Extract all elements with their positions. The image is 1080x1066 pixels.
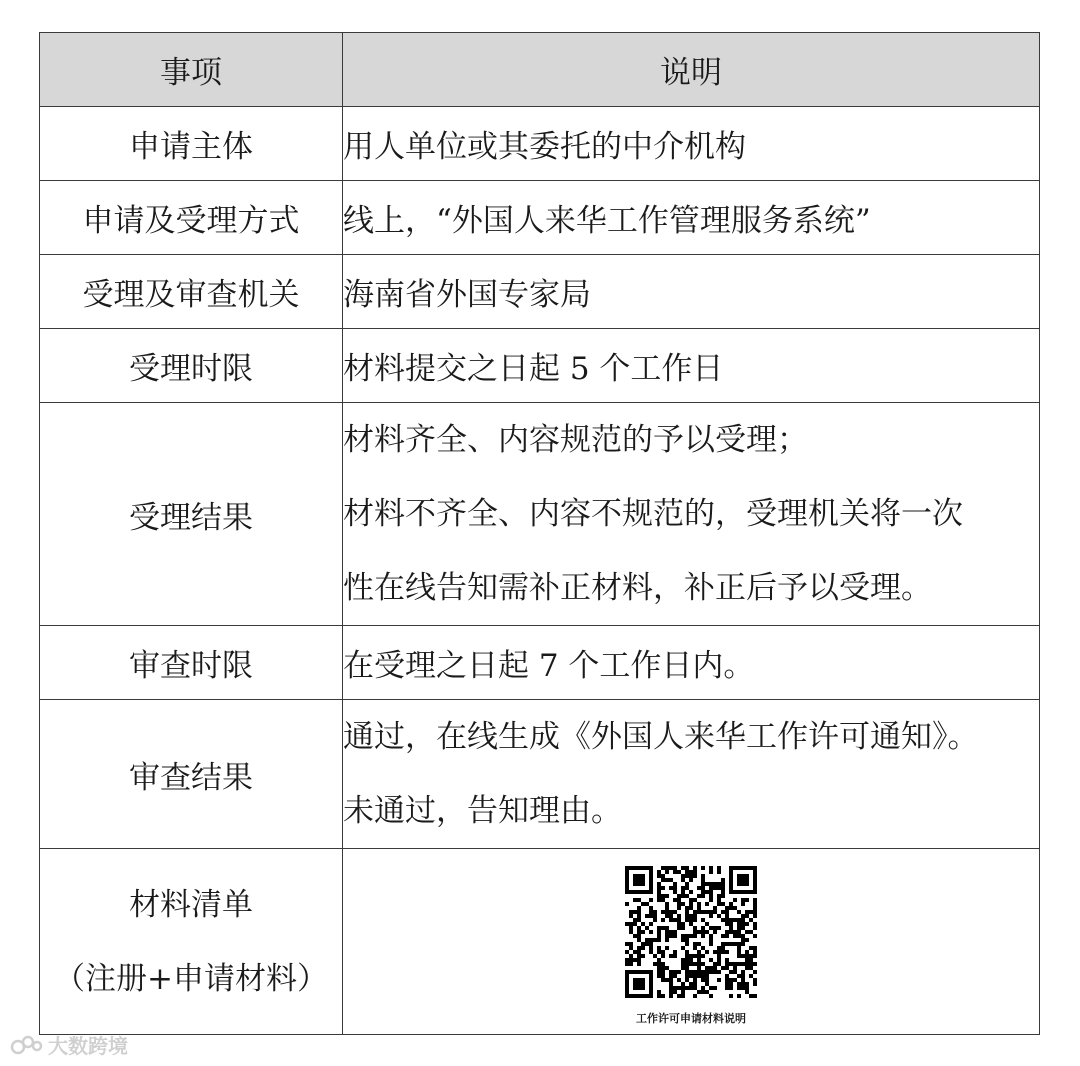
- row-item: 申请及受理方式: [40, 181, 343, 255]
- table-row: [40, 626, 1040, 700]
- item-line: 材料清单: [129, 886, 253, 923]
- row-item: 受理及审查机关: [40, 255, 343, 329]
- table-row: [40, 107, 1040, 181]
- row-desc: 线上，“外国人来华工作管理服务系统”: [343, 181, 1040, 255]
- table-row: [40, 329, 1040, 403]
- desc-line: 通过，在线生成《外国人来华工作许可通知》。: [343, 719, 979, 755]
- row-item: 审查结果: [40, 700, 343, 849]
- row-item: 申请主体: [40, 107, 343, 181]
- watermark-text: 大数跨境: [48, 1034, 128, 1058]
- row-desc: 在受理之日起 7 个工作日内。: [343, 626, 1040, 700]
- header-row: [40, 33, 1040, 107]
- table-row: [40, 181, 1040, 255]
- table-row: [40, 403, 1040, 626]
- header-desc: 说明: [343, 33, 1040, 107]
- qr-caption: 工作许可申请材料说明: [636, 1012, 746, 1025]
- desc-line: 性在线告知需补正材料，补正后予以受理。: [343, 570, 932, 606]
- row-desc: 海南省外国专家局: [343, 255, 1040, 329]
- row-item: [40, 849, 343, 1035]
- row-item: 受理结果: [40, 403, 343, 626]
- desc-line: 材料不齐全、内容不规范的，受理机关将一次: [343, 496, 963, 532]
- row-item: 受理时限: [40, 329, 343, 403]
- row-item: 审查时限: [40, 626, 343, 700]
- row-desc: 用人单位或其委托的中介机构: [343, 107, 1040, 181]
- item-line: （注册+申请材料）: [54, 960, 328, 997]
- logo-icon: [10, 1034, 44, 1056]
- qr-cell: [343, 849, 1040, 1035]
- row-desc: 材料提交之日起 5 个工作日: [343, 329, 1040, 403]
- table-row: [40, 255, 1040, 329]
- table-row: [40, 849, 1040, 1035]
- info-table: [39, 32, 1040, 1035]
- row-desc: [343, 700, 1040, 849]
- desc-line: 材料齐全、内容规范的予以受理；: [343, 422, 808, 458]
- qr-code-icon[interactable]: [625, 866, 757, 998]
- row-desc: [343, 403, 1040, 626]
- header-item: 事项: [40, 33, 343, 107]
- table-row: [40, 700, 1040, 849]
- desc-line: 未通过，告知理由。: [343, 793, 622, 829]
- watermark: [10, 1030, 128, 1059]
